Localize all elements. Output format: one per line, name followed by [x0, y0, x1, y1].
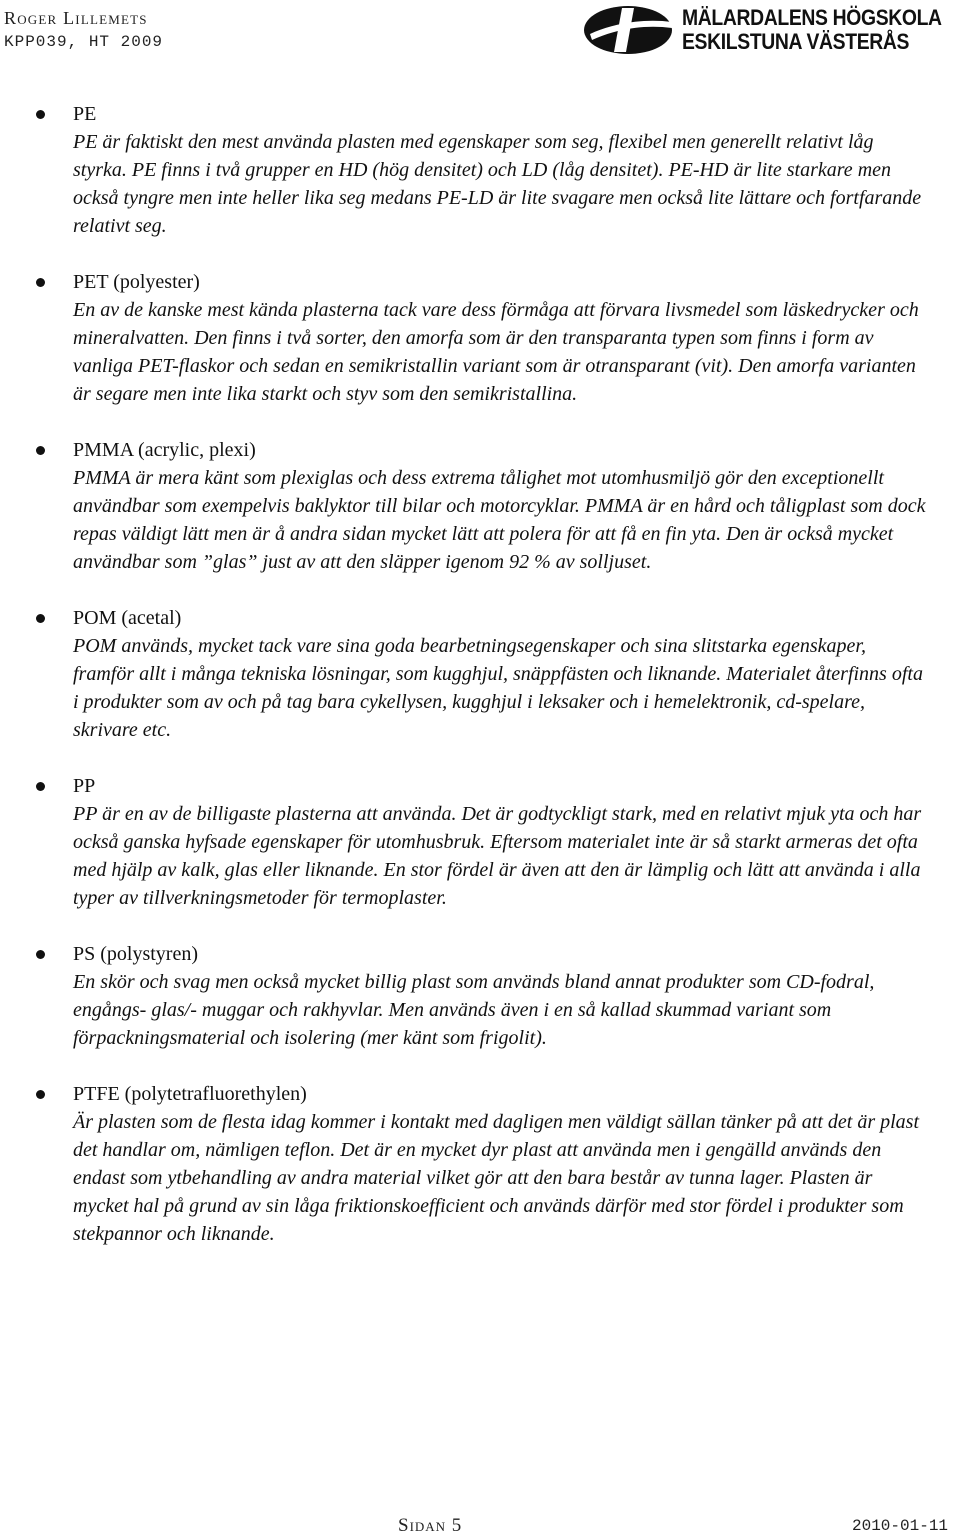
- entry-description: PE är faktiskt den mest använda plasten med egenskaper som seg, flexibel men generellt relativt låg styrka. PE finns i två grupper en HD (hög densitet) och LD (låg densitet). PE-HD är lite starkare men också tyngre men inte heller lika seg medans PE-LD är lite svagare men också lite lättare och fortfarande relativt seg.: [73, 131, 922, 237]
- entry-description: PMMA är mera känt som plexiglas och dess extrema tålighet mot utomhusmiljö gör den exceptionellt användbar som exempelvis baklyktor till bilar och motorcyklar. PMMA är en hård och tåligplast som dock repas väldigt lätt men är å andra sidan mycket lätt att polera för att få en fin yta. Den är också mycket användbar som ”glas” just av att den släpper igenom 92 % av solljuset.: [73, 467, 926, 573]
- entry-title: PMMA (acrylic, plexi): [73, 439, 256, 461]
- list-item-pp: [0, 772, 960, 912]
- entry-description: PP är en av de billigaste plasterna att använda. Det är godtyckligt stark, med en relativt mjuk yta och har också ganska hyfsade egenskaper för utomhusbruk. Eftersom materialet inte är så starkt armeras det ofta med hjälp av kalk, glas eller liknande. En stor fördel är även att den är lämplig och lätt att använda i alla typer av tillverkningsmetoder för termoplaster.: [73, 803, 922, 909]
- author-name: Roger Lillemets: [4, 8, 148, 28]
- list-item-ps: [0, 940, 960, 1052]
- entry-description: En av de kanske mest kända plasterna tack vare dess förmåga att förvara livsmedel som läskedrycker och mineralvatten. Den finns i två sorter, den amorfa som är den transparanta typen som finns i form av vanliga PET-flaskor och sedan en semikristallin variant som är otransparant (vit). Den amorfa varianten är segare men inte lika starkt och styv som den semikristallina.: [73, 299, 919, 405]
- logo-line-2: ESKILSTUNA VÄSTERÅS: [682, 29, 910, 54]
- plastics-list: [0, 100, 960, 1248]
- bullet-icon: [36, 110, 45, 119]
- university-logo-icon: [582, 4, 674, 56]
- list-item-pmma: [0, 436, 960, 576]
- document-date: 2010-01-11: [852, 1517, 949, 1535]
- bullet-icon: [36, 614, 45, 623]
- entry-description: Är plasten som de flesta idag kommer i kontakt med dagligen men väldigt sällan tänker på att det är plast det handlar om, nämligen teflon. Det är en mycket dyr plast att använda men i gengälld används den endast som ytbehandling av andra material vilket gör att den bara består av tunna lager. Plasten är mycket hal på grund av sin låga friktionskoefficient och används därför med stor fördel i produkter som stekpannor och liknande.: [73, 1111, 920, 1245]
- bullet-icon: [36, 782, 45, 791]
- entry-title: PP: [73, 775, 96, 797]
- bullet-icon: [36, 446, 45, 455]
- entry-description: POM används, mycket tack vare sina goda bearbetningsegenskaper och sina slitstarka egenskaper, framför allt i många tekniska lösningar, som kugghjul, snäppfästen och liknande. Materialet återfinns ofta i produkter som av och på tag bara cykellysen, kugghjul i leksaker och i hemelektronik, cd-spelare, skrivare etc.: [73, 635, 923, 741]
- list-item-pe: [0, 100, 960, 240]
- logo-line-1: MÄLARDALENS HÖGSKOLA: [682, 5, 942, 30]
- list-item-pom: [0, 604, 960, 744]
- entry-title: PET (polyester): [73, 271, 200, 293]
- bullet-icon: [36, 950, 45, 959]
- page-number: Sidan 5: [398, 1515, 463, 1536]
- course-code: KPP039, HT 2009: [4, 33, 164, 51]
- university-logo: [582, 4, 942, 56]
- logo-wordmark: [682, 6, 942, 54]
- bullet-icon: [36, 1090, 45, 1099]
- bullet-icon: [36, 278, 45, 287]
- entry-title: PTFE (polytetrafluorethylen): [73, 1083, 307, 1105]
- entry-title: PS (polystyren): [73, 943, 198, 965]
- entry-description: En skör och svag men också mycket billig plast som används bland annat produkter som CD-fodral, engångs- glas/- muggar och rakhyvlar. Men används även i en så kallad skummad variant som förpackningsmaterial och isolering (mer känt som frigolit).: [73, 971, 875, 1049]
- entry-title: POM (acetal): [73, 607, 182, 629]
- document-header: [4, 6, 163, 54]
- list-item-ptfe: [0, 1080, 960, 1248]
- entry-title: PE: [73, 103, 97, 125]
- list-item-pet: [0, 268, 960, 408]
